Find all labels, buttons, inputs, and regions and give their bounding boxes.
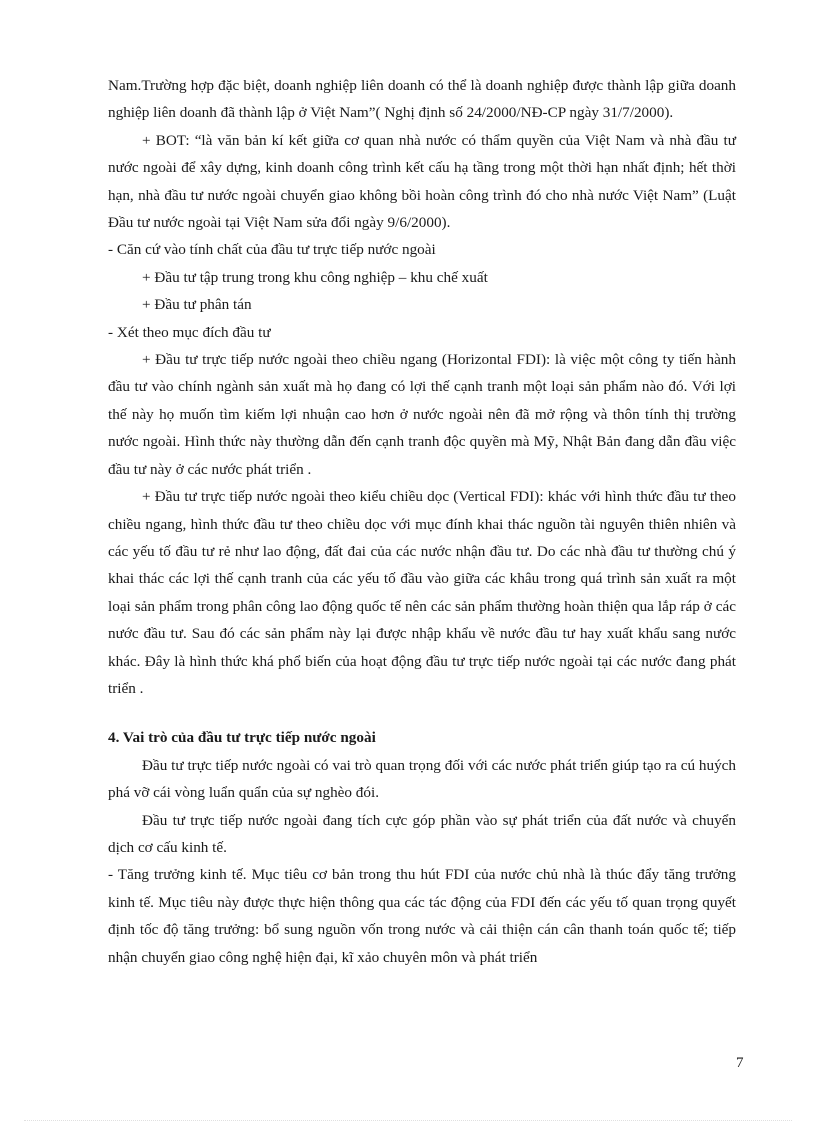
paragraph-vertical-fdi: + Đầu tư trực tiếp nước ngoài theo kiểu chiều dọc (Vertical FDI): khác với hình thức đầu tư theo chiều ngang, hình thức đầu tư theo chiều dọc với mục đính khai thác nguồn tài nguyên thiên nhiên và các yếu tố đầu tư rẻ như lao động, đất đai của các nước nhận đầu tư. Do các nhà đầu tư thường chú ý khai thác các lợi thế cạnh tranh của các yếu tố đầu vào giữa các khâu trong quá trình sản xuất ra một loại sản phẩm trong phân công lao động quốc tế nên các sản phẩm thường hoàn thiện qua lắp ráp ở các nước đầu tư. Sau đó các sản phẩm này lại được nhập khẩu về nước đầu tư hay xuất khẩu sang nước khác. Đây là hình thức khá phổ biến của hoạt động đầu tư trực tiếp nước ngoài tại các nước đang phát triển .: [108, 488, 736, 697]
paragraph-dispersed-investment: + Đầu tư phân tán: [142, 296, 252, 314]
paragraph-fdi-contribution: Đầu tư trực tiếp nước ngoài đang tích cực góp phần vào sự phát triển của đất nước và chuyển dịch cơ cấu kinh tế.: [108, 811, 736, 856]
paragraph-economic-growth: - Tăng trưởng kinh tế. Mục tiêu cơ bản trong thu hút FDI của nước chủ nhà là thúc đẩy tăng trưởng kinh tế. Mục tiêu này được thực hiện thông qua các tác động của FDI đến các yếu tố quan trọng quyết định tốc độ tăng trưởng: bổ sung nguồn vốn trong nước và cải thiện cán cân thanh toán quốc tế; tiếp nhận chuyển giao công nghệ hiện đại, kĩ xảo chuyên môn và phát triển: [108, 866, 736, 966]
paragraph-bot-definition: + BOT: “là văn bản kí kết giữa cơ quan nhà nước có thẩm quyền của Việt Nam và nhà đầu tư nước ngoài để xây dựng, kinh doanh công trình kết cấu hạ tầng trong một thời hạn nhất định; hết thời hạn, nhà đầu tư nước ngoài chuyển giao không bồi hoàn công trình đó cho nhà nước Việt Nam” (Luật Đầu tư nước ngoài tại Việt Nam sửa đổi ngày 9/6/2000).: [108, 131, 736, 232]
section-heading: 4. Vai trò của đầu tư trực tiếp nước ngoài: [108, 729, 376, 747]
page-number: 7: [736, 1055, 744, 1071]
paragraph-fdi-role: Đầu tư trực tiếp nước ngoài có vai trò quan trọng đối với các nước phát triển giúp tạo ra cú huých phá vỡ cái vòng luẩn quẩn của sự nghèo đói.: [108, 756, 736, 802]
paragraph-horizontal-fdi: + Đầu tư trực tiếp nước ngoài theo chiều ngang (Horizontal FDI): là việc một công ty tiến hành đầu tư vào chính ngành sản xuất mà họ đang có lợi thế cạnh tranh một loại sản phẩm nào đó. Với lợi thế này họ muốn tìm kiếm lợi nhuận cao hơn ở nước ngoài nên đã mở rộng và thôn tính thị trường nước ngoài. Hình thức này thường dẫn đến cạnh tranh độc quyền mà Mỹ, Nhật Bản đang dẫn đầu việc đầu tư này ở các nước phát triển .: [108, 351, 736, 478]
section-spacer: [108, 702, 736, 724]
paragraph-concentrated-investment: + Đầu tư tập trung trong khu công nghiệp – khu chế xuất: [142, 268, 488, 286]
paragraph-investment-purpose: - Xét theo mục đích đầu tư: [108, 323, 271, 341]
paragraph-joint-venture-continued: Nam.Trường hợp đặc biệt, doanh nghiệp liên doanh có thể là doanh nghiệp được thành lập giữa doanh nghiệp liên doanh đã thành lập ở Việt Nam”( Nghị định số 24/2000/NĐ-CP ngày 31/7/2000).: [108, 77, 736, 122]
paragraph-investment-nature: - Căn cứ vào tính chất của đầu tư trực tiếp nước ngoài: [108, 241, 436, 259]
page-bottom-divider: [24, 1120, 792, 1121]
document-page: [108, 72, 736, 971]
